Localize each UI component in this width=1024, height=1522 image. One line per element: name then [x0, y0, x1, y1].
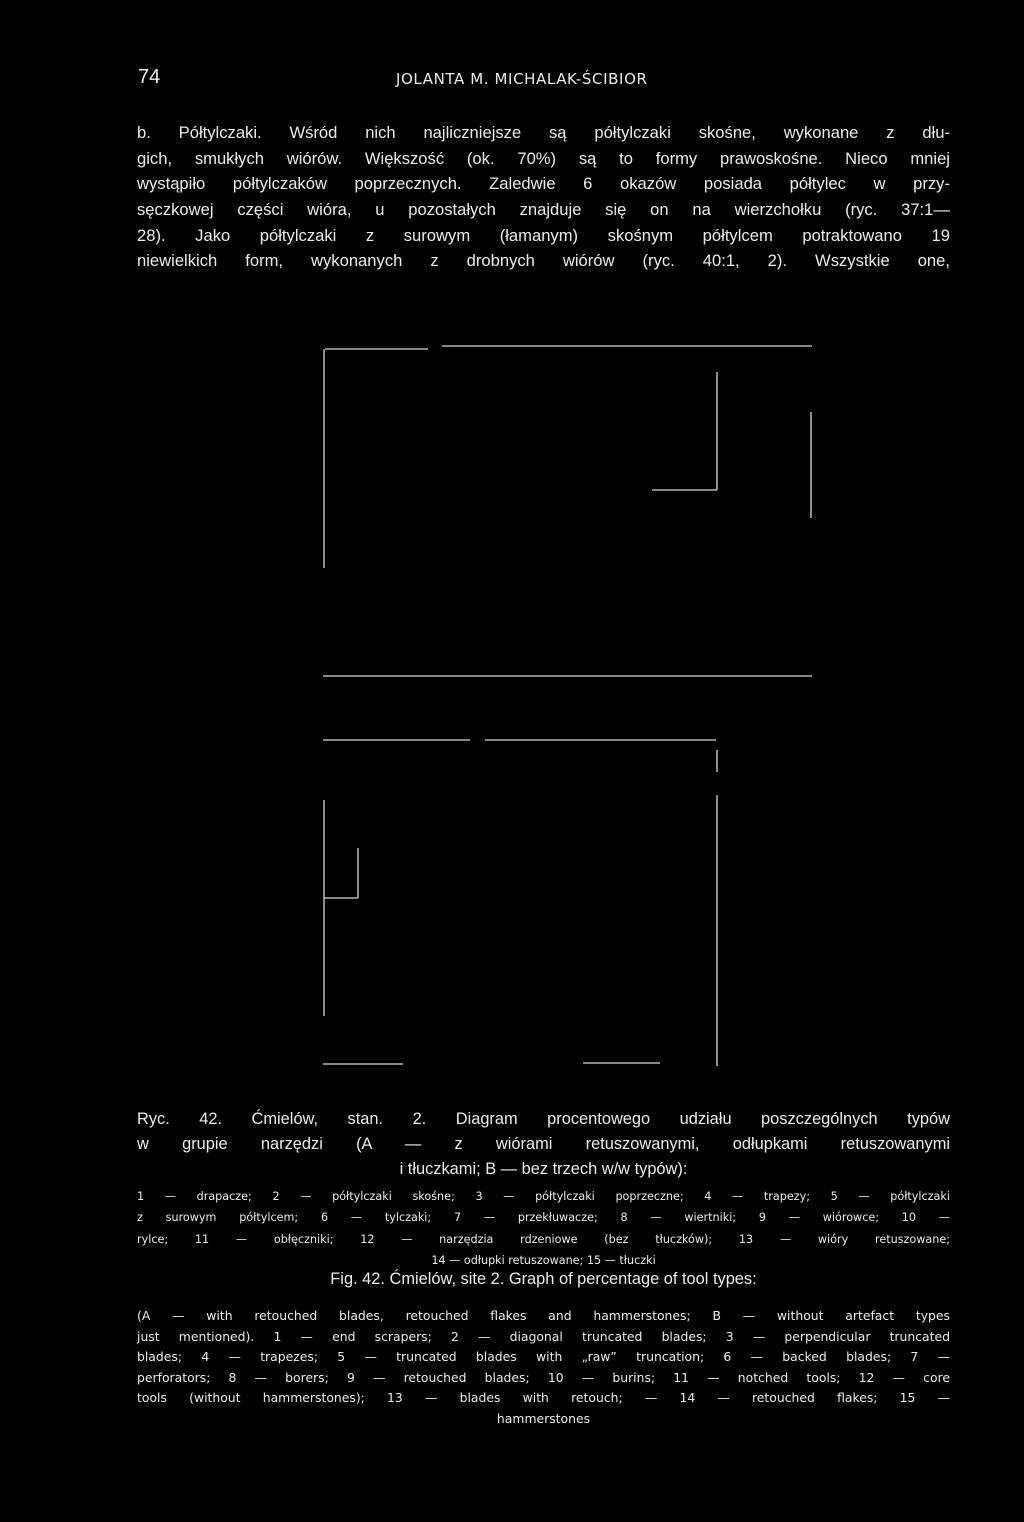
- body-line: gich, smukłych wiórów. Większość (ok. 70%) są to formy prawoskośne. Nieco mniej: [137, 148, 950, 168]
- caption-pl-line: w grupie narzędzi (A — z wiórami retuszowanymi, odłupkami retuszowanymi: [137, 1135, 950, 1153]
- caption-en-head: Fig. 42. Ćmielów, site 2. Graph of percentage of tool types:: [330, 1270, 757, 1288]
- body-line: 28). Jako półtylczaki z surowym (łamanym) skośnym półtylcem potraktowano 19: [137, 225, 950, 245]
- body-paragraph: [137, 120, 950, 274]
- legend-pl-line: 14 — odłupki retuszowane; 15 — tłuczki: [431, 1254, 656, 1268]
- caption-en-legend: [137, 1306, 950, 1430]
- caption-pl-line: i tłuczkami; B — bez trzech w/w typów):: [399, 1160, 688, 1178]
- legend-pl-line: 1 — drapacze; 2 — półtylczaki skośne; 3 — półtylczaki poprzeczne; 4 — trapezy; 5 — półtylczaki: [137, 1190, 950, 1203]
- caption-pl-head: [137, 1107, 950, 1182]
- legend-en-line: perforators; 8 — borers; 9 — retouched blades; 10 — burins; 11 — notched tools; 12 — core: [137, 1369, 950, 1385]
- body-line: wystąpiło półtylczaków poprzecznych. Zaledwie 6 okazów posiada półtylec w przy-: [137, 174, 950, 194]
- legend-en-line: blades; 4 — trapezes; 5 — truncated blades with „raw” truncation; 6 — backed blades; 7 —: [137, 1349, 950, 1365]
- caption-pl-line: Ryc. 42. Ćmielów, stan. 2. Diagram procentowego udziału poszczególnych typów: [137, 1110, 950, 1128]
- legend-en-line: hammerstones: [496, 1410, 591, 1426]
- legend-pl-line: rylce; 11 — obłęczniki; 12 — narzędzia rdzeniowe (bez tłuczków); 13 — wióry retuszowane;: [137, 1232, 950, 1246]
- legend-pl-line: z surowym półtylcem; 6 — tylczaki; 7 — przekłuwacze; 8 — wiertniki; 9 — wiórowce; 10 —: [137, 1211, 950, 1225]
- legend-en-line: just mentioned). 1 — end scrapers; 2 — diagonal truncated blades; 3 — perpendicular truncated: [137, 1328, 950, 1344]
- body-line: b. Półtylczaki. Wśród nich najliczniejsze są półtylczaki skośne, wykonane z dłu-: [137, 123, 950, 142]
- running-head: JOLANTA M. MICHALAK-ŚCIBIOR: [396, 70, 648, 88]
- legend-en-line: tools (without hammerstones); 13 — blades with retouch; — 14 — retouched flakes; 15 —: [137, 1390, 950, 1406]
- body-line: niewielkich form, wykonanych z drobnych wiórów (ryc. 40:1, 2). Wszystkie one,: [137, 251, 950, 271]
- page-number: 74: [138, 66, 161, 88]
- legend-en-line: (A — with retouched blades, retouched flakes and hammerstones; B — without artefact types: [137, 1308, 950, 1323]
- caption-pl-legend: [137, 1186, 950, 1272]
- body-line: sęczkowej części wióra, u pozostałych znajduje się on na wierzchołku (ryc. 37:1—: [137, 200, 950, 220]
